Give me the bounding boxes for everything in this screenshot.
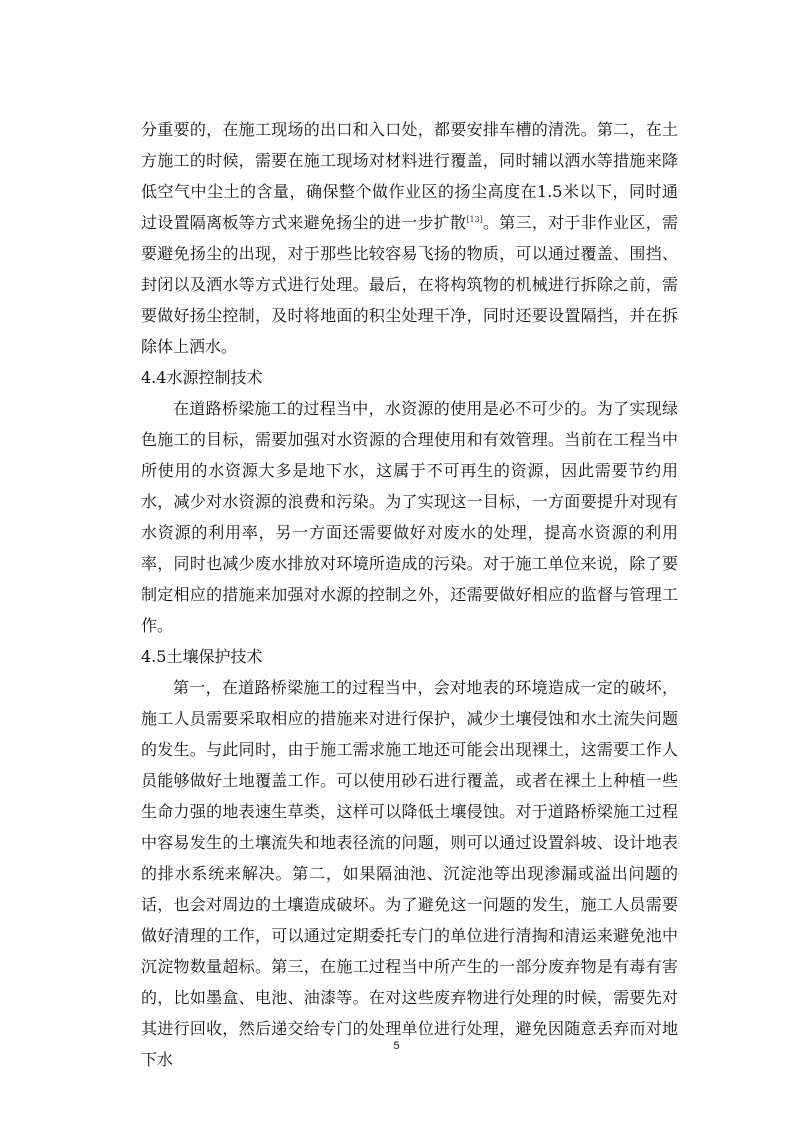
- section-heading-4-5: 4.5土壤保护技术: [141, 647, 263, 666]
- citation-reference: [13]: [466, 215, 483, 224]
- page-body: [141, 114, 678, 1075]
- paragraph-continued: [141, 114, 678, 362]
- section-4-5-paragraph: 第一，在道路桥梁施工的过程当中，会对地表的环境造成一定的破坏，施工人员需要采取相应的措施来对进行保护，减少土壤侵蚀和水土流失问题的发生。与此同时，由于施工需求施工地还可能会出现裸土，这需要工作人员能够做好土地覆盖工作。可以使用砂石进行覆盖，或者在裸土上种植一些生命力强的地表速生草类，这样可以降低土壤侵蚀。对于道路桥梁施工过程中容易发生的土壤流失和地表径流的问题，则可以通过设置斜坡、设计地表的排水系统来解决。第二，如果隔油池、沉淀池等出现渗漏或溢出问题的话，也会对周边的土壤造成破坏。为了避免这一问题的发生，施工人员需要做好清理的工作，可以通过定期委托专门的单位进行清掏和清运来避免池中沉淀物数量超标。第三，在施工过程当中所产生的一部分废弃物是有毒有害的，比如墨盒、电池、油漆等。在对这些废弃物进行处理的时候，需要先对其进行回收，然后递交给专门的处理单位进行处理，避免因随意丢弃而对地下水: [141, 678, 678, 1069]
- paragraph-text: 。第三，对于非作业区，需要避免扬尘的出现，对于那些比较容易飞扬的物质，可以通过覆盖、围挡、封闭以及洒水等方式进行处理。最后，在将构筑物的机械进行拆除之前，需要做好扬尘控制，及时将地面的积尘处理干净，同时还要设置隔挡，并在拆除体上洒水。: [141, 213, 678, 356]
- section-heading-4-4: 4.4水源控制技术: [141, 368, 263, 387]
- paragraph-text: 分重要的，在施工现场的出口和入口处，都要安排车槽的清洗。第二，在土方施工的时候，需要在施工现场对材料进行覆盖，同时辅以洒水等措施来降低空气中尘土的含量，确保整个做作业区的扬尘高度在1.5米以下，同时通过设置隔离板等方式来避免扬尘的进一步扩散: [141, 120, 678, 232]
- section-4-4-paragraph: 在道路桥梁施工的过程当中，水资源的使用是必不可少的。为了实现绿色施工的目标，需要加强对水资源的合理使用和有效管理。当前在工程当中所使用的水资源大多是地下水，这属于不可再生的资源，因此需要节约用水，减少对水资源的浪费和污染。为了实现这一目标，一方面要提升对现有水资源的利用率，另一方面还需要做好对废水的处理，提高水资源的利用率，同时也减少废水排放对环境所造成的污染。对于施工单位来说，除了要制定相应的措施来加强对水源的控制之外，还需要做好相应的监督与管理工作。: [141, 399, 678, 635]
- page-number: 5: [393, 1040, 400, 1052]
